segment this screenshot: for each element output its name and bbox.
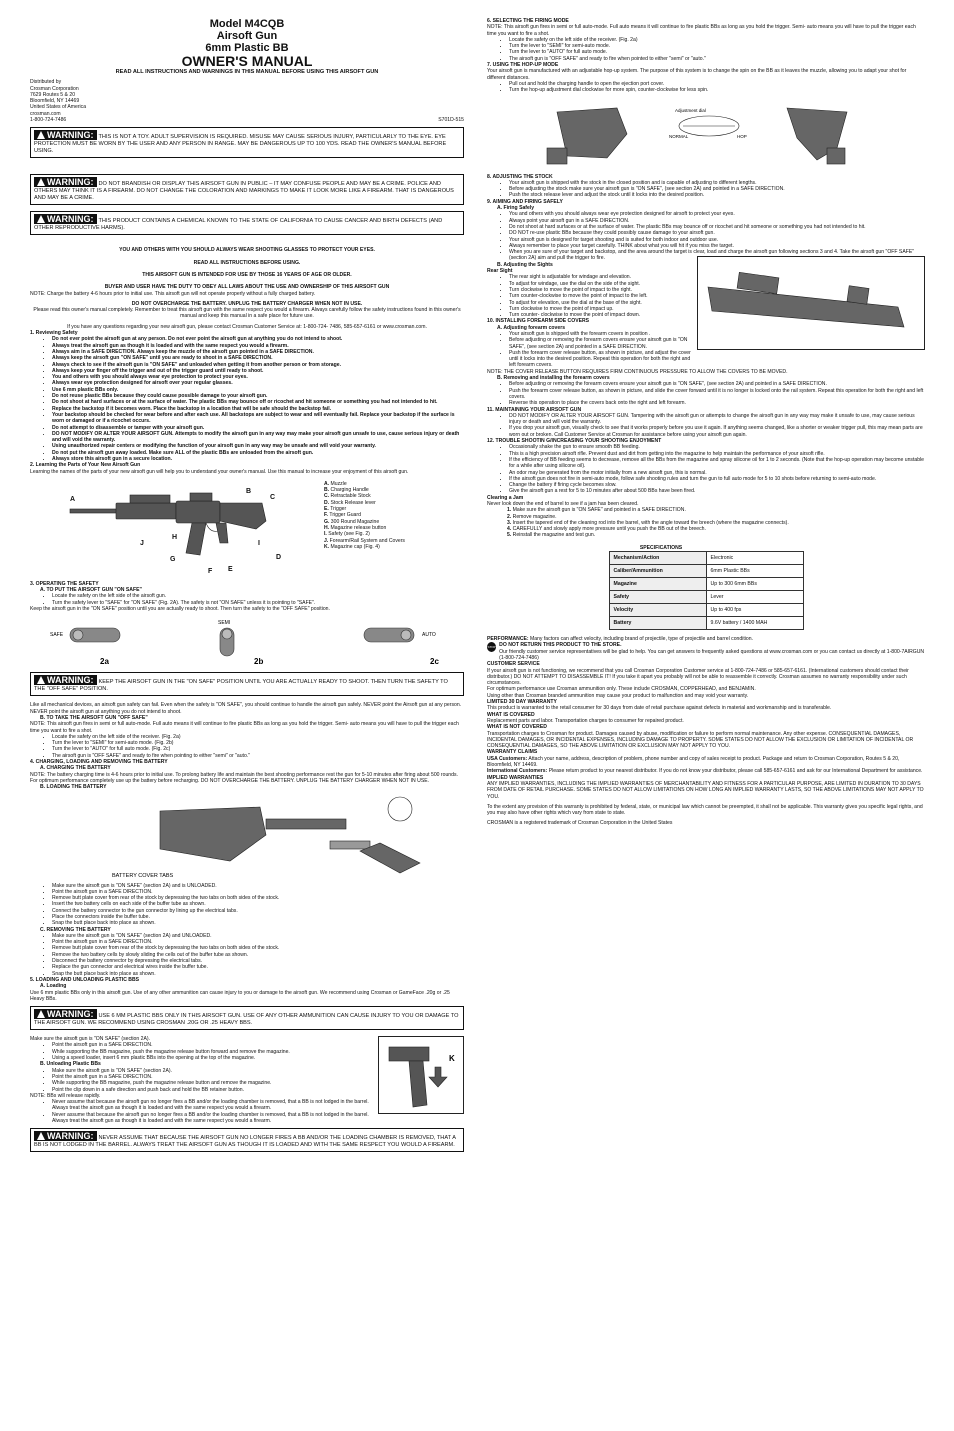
remove-battery-list <box>30 933 464 977</box>
section-5a-title: A. Loading <box>40 983 67 990</box>
spec-row <box>609 591 803 604</box>
section-2-intro: Learning the names of the parts of your new airsoft gun will help you to understand your owner's manual. Use this manual to increase your enjoyment of this airsoft gun. <box>30 468 409 475</box>
list-item: • DO NOT re-use plastic BBs because they could possibly cause damage to your airsoft gun. <box>509 230 925 236</box>
list-item: • Turn the hop-up adjustment dial clockwise for more spin, counter-clockwise for less spin. <box>509 87 925 93</box>
doc-code: S701D-515 <box>438 117 464 124</box>
warning-label: WARNING: <box>34 675 97 685</box>
forearm-adjust-list <box>487 331 692 369</box>
magazine-image <box>379 1037 463 1113</box>
section-3-title: 3. OPERATING THE SAFETY <box>30 580 99 587</box>
part-letter-a: A <box>70 495 76 503</box>
do-not-return: DO NOT RETURN THIS PRODUCT TO THE STORE. <box>499 642 622 649</box>
adjustment-dial-label: Adjustment dial <box>675 107 706 113</box>
performance-text: PERFORMANCE: Many factors can affect velocity, including brand of projectile, type of projectile and barrel condition. <box>487 636 753 643</box>
list-item: • The airsoft gun is "OFF SAFE" and ready to fire when pointing to either "semi" or "auto." <box>52 753 464 759</box>
overcharge-notice: DO NOT OVERCHARGE THE BATTERY. UNPLUG THE BATTERY CHARGER WHEN NOT IN USE. <box>131 300 363 307</box>
section-7-title: 7. USING THE HOP-UP MODE <box>487 62 559 69</box>
label-auto: AUTO <box>422 632 436 639</box>
section-4c-title: C. REMOVING THE BATTERY <box>40 926 111 933</box>
list-item: • Push the forearm cover release button, as shown in picture, and slide the cover forward until it is no longer is locked onto the rail system. Repeat this operation for both the right and left covers. <box>509 388 925 401</box>
warning-label: WARNING: <box>34 1009 97 1019</box>
read-manual-text: Please read this owner's manual completely. Remember to treat this airsoft gun with the same respect you would a firearm. Always carefully follow the safety instructions found in this owner's manual and keep this manual in a safe place for future use. <box>33 307 461 320</box>
spec-row <box>609 617 803 630</box>
section-4a-note: NOTE: The battery charging time is 4-6 hours prior to initial use. To prolong battery life and maintain the best shooting performance rest the gun for 5-10 minutes after firing about 500 rounds. For optimum performance completely use up the battery before recharging. DO NOT OVERCHARGE THE BATTERY. UNPLUG THE BATTERY CHARGER WHEN NOT IN USE. <box>30 771 458 784</box>
list-item: • Push the stock release lever and adjust the stock until it locks into the desired position. <box>509 192 925 198</box>
list-item: • Do not reuse plastic BBs because they could cause possible damage to your airsoft gun. <box>52 393 464 399</box>
list-item: • You and others with you should always wear eye protection designed for airsoft to protect your eyes. <box>509 211 925 217</box>
spec-value: Up to 300 6mm BBs <box>706 578 803 591</box>
hop-up-figure <box>487 98 925 170</box>
section-3b-note: NOTE: This airsoft gun fires in semi or full auto-mode. Full auto means it will continue to fire plastic BBs as long as you hold the trigger. Semi- auto means you will have to pull the trigger each time you want to fire a shot. <box>30 721 459 734</box>
section-9b-title: B. Adjusting the Sights <box>497 261 553 268</box>
list-item: • Remove butt plate cover from rear of the stock by depressing the two tabs on both sides of the stock. <box>52 945 464 951</box>
specifications-title: SPECIFICATIONS <box>639 544 683 551</box>
section-6-note: NOTE: This airsoft gun fires in semi or full auto-mode. Full auto means it will continue to fire plastic BBs as long as you hold the trigger. Semi- auto means you will have to pull the trigger each time you want to fire a shot. <box>487 24 916 37</box>
list-item: • Pull out and hold the charging handle to open the ejection port cover. <box>509 81 925 87</box>
distributor-line: 7629 Routes 5 & 20 <box>30 91 76 98</box>
label-2c: 2c <box>430 657 439 667</box>
list-item: • If the airsoft gun does not fire in semi-auto mode, follow safe shooting rules and turn the gun to full auto mode for 5 to 10 shots before returning to semi-auto mode. <box>509 476 925 482</box>
warning-label: WARNING: <box>34 1131 97 1141</box>
trademark-text: CROSMAN is a registered trademark of Crosman Corporation in the United States <box>487 820 673 827</box>
list-item: • Change the battery if firing cycle becomes slow. <box>509 482 925 488</box>
spec-row <box>609 578 803 591</box>
gun-parts-figure <box>30 481 290 577</box>
distributor-line: Bloomfield, NY 14469 <box>30 98 80 105</box>
section-1-title: 1. Reviewing Safety <box>30 330 78 337</box>
list-item: • Always remember to place your target carefully. THINK about what you will hit if you miss the target. <box>509 243 925 249</box>
spec-row <box>609 552 803 565</box>
label-2a: 2a <box>100 657 109 667</box>
list-item: • Always aim in a SAFE DIRECTION. Always keep the muzzle of the airsoft gun pointed in a SAFE DIRECTION. <box>52 349 464 355</box>
part-letter-g: G <box>170 555 176 563</box>
list-item: • Reverse this operation to place the covers back onto the right and left forearm. <box>509 400 925 406</box>
list-item: • Do not ever point the airsoft gun at any person. Do not ever point the airsoft gun at anything you do not intend to shoot. <box>52 336 464 342</box>
list-item: • Always wear eye protection designed for airsoft over your regular glasses. <box>52 380 464 386</box>
list-item: • While supporting the BB magazine, push the magazine release button forward and remove the magazine. <box>52 1049 375 1055</box>
extent-text: To the extent any provision of this warranty is prohibited by federal, state, or municipal law which cannot be preempted, it shall not be applicable. This warranty gives you specific legal rights, and you may also have other rights which vary from state to state. <box>487 803 923 817</box>
list-item: • While supporting the BB magazine, push the magazine release button and remove the magazine. <box>52 1080 375 1086</box>
list-item: • Make sure the airsoft gun is "ON SAFE" (section 2A) and UNLOADED. <box>52 933 464 939</box>
magazine-figure <box>378 1036 464 1114</box>
list-item: • Do not shoot at hard surfaces or at the surface of water. The plastic BBs may bounce off or ricochet and hit someone or something you had not intended to hit. <box>509 224 925 230</box>
customer-service-text-2: For optimum performance use Crosman ammunition only. These include CROSMAN, COPPERHEAD, and BENJAMIN. <box>487 686 756 693</box>
stop-icon: STOP <box>487 642 496 652</box>
list-item: • Locate the safety on the left side of the airsoft gun. <box>52 593 464 599</box>
warning-triangle-icon <box>37 178 45 186</box>
list-item: • Before adjusting the stock make sure your airsoft gun is "ON SAFE", (see section 2A) and pointed in a SAFE DIRECTION. <box>509 186 925 192</box>
part-legend-item: C. Retractable Stock <box>324 493 371 500</box>
what-not-covered-text: Transportation charges to Crosman for product. Damages caused by abuse, modification or failure to perform normal maintenance. Any other expense. CONSEQUENTIAL DAMAGES, INCIDENTAL DAMAGES, OR INCIDENTAL EXPENSES, INCLUDING DAMAGE TO PROPERTY. SOME STATES DO NOT ALLOW THE EXCLUSION OR LIMITATION OF INCIDENTAL OR CONSEQUENTIAL DAMAGES, SO THE ABOVE LIMITATION OR EXCLUSION MAY NOT APPLY TO YOU. <box>487 730 914 750</box>
warning-triangle-icon <box>37 131 45 139</box>
list-item: • Using a speed loader, insert 6 mm plastic BBs into the opening at the top of the magazine. <box>52 1055 375 1061</box>
battery-figure <box>30 791 464 883</box>
part-letter-j: J <box>140 539 144 547</box>
list-item: • Do not put the airsoft gun away loaded. Make sure ALL of the plastic BBs are unloaded from the airsoft gun. <box>52 450 464 456</box>
safety-fail-text: Like all mechanical devices, an airsoft gun safety can fail. Even when the safety is "ON SAFE", you should continue to handle the airsoft gun safely. NEVER point the Airsoft gun at any person. NEVER point the airsoft gun at anything you do not intend to shoot. <box>30 702 462 715</box>
sights-row <box>487 268 925 369</box>
list-item: • Give the airsoft gun a rest for 5 to 10 minutes after about 500 BBs have been fired. <box>509 488 925 494</box>
list-item: • Before adjusting or removing the forearm covers ensure your airsoft gun is "ON SAFE", (see section 2A) and pointed in a SAFE DIRECTION. <box>509 381 925 387</box>
list-item: • Point the clip down in a safe direction and push back and hold the BB retainer button. <box>52 1087 375 1093</box>
part-letter-e: E <box>228 565 233 573</box>
load-battery-list <box>30 883 464 927</box>
jam-steps-list <box>487 507 925 538</box>
laws-notice: BUYER AND USER HAVE THE DUTY TO OBEY ALL LAWS ABOUT THE USE AND OWNERSHIP OF THIS AIRSOFT GUN <box>104 284 390 291</box>
questions-text: If you have any questions regarding your new airsoft gun, please contact Crosman Customer Service at: 1-800-724- 7486, 585-657-6161 or www.crosman.com. <box>67 323 427 330</box>
list-item: • Turn counter- clockwise to move the point of impact down. <box>509 312 692 318</box>
section-9-title: 9. AIMING AND FIRING SAFELY <box>487 198 563 205</box>
list-item: • Never assume that because the airsoft gun no longer fires a BB and/or the loading chamber is removed, that a BB is not lodged in the barrel. Always treat the airsoft gun as though it is loaded and with the same respect you would a firearm. <box>52 1112 375 1125</box>
distributor-line: United States of America <box>30 104 87 111</box>
section-8-title: 8. ADJUSTING THE STOCK <box>487 173 553 180</box>
age-notice: THIS AIRSOFT GUN IS INTENDED FOR USE BY THOSE 16 YEARS OF AGE OR OLDER. <box>142 271 352 278</box>
section-10a-title: A. Adjusting forearm covers <box>497 324 566 331</box>
list-item: • If the efficiency of BB feeding seems to decrease, remove all the BBs from the magazine and spray silicone oil for 1 to 2 seconds. (Note that the hop-up operation may become unstable for a while after using silicone oil). <box>509 457 925 470</box>
list-item: • Replace the backstop if it becomes worn. Place the backstop in a location that will be safe should the backstop fail. <box>52 406 464 412</box>
intl-customers-text: International Customers: Please return product to your nearest distributor. If you do not know your distributor, please call 585-657-6161 and ask for our International Department for assistance. <box>487 768 923 775</box>
spec-key: Velocity <box>609 604 706 617</box>
part-legend-item: D. Stock Release lever <box>324 499 376 506</box>
part-legend-item: B. Charging Handle <box>324 487 369 494</box>
spec-row <box>609 604 803 617</box>
list-item: • Always keep the airsoft gun "ON SAFE" until you are ready to shoot in a SAFE DIRECTION. <box>52 355 464 361</box>
list-item: • Always treat the airsoft gun as though it is loaded and with the same respect you would a firearm. <box>52 343 464 349</box>
normal-label: NORMAL <box>669 133 689 139</box>
safety-on-list <box>30 593 464 606</box>
distributor-line: Distributed by <box>30 79 62 86</box>
warning-triangle-icon <box>37 676 45 684</box>
list-item: • An odor may be generated from the motor initially from a new airsoft gun, this is normal. <box>509 470 925 476</box>
warning-triangle-icon <box>37 215 45 223</box>
list-item: • The airsoft gun is "OFF SAFE" and ready to fire when pointed to either "semi" or "auto." <box>509 56 925 62</box>
hop-label: HOP <box>737 133 747 139</box>
rear-sight-label: Rear Sight <box>487 268 513 275</box>
distributor-line: 1-800-724-7486 <box>30 117 67 124</box>
distributor-line: Crosman Corporation <box>30 85 79 92</box>
list-item: • Do not shoot at hard surfaces or at the surface of water. The plastic BBs may bounce off or ricochet and hit someone or something you had not intended to hit. <box>52 399 464 405</box>
section-3b-title: B. TO TAKE THE AIRSOFT GUN "OFF SAFE" <box>40 714 148 721</box>
maintenance-list <box>487 413 925 438</box>
list-item: • Always check to see if the airsoft gun is "ON SAFE" and unloaded when getting it from another person or from storage. <box>52 362 464 368</box>
list-item: • You and others with you should always wear eye protection to protect your eyes. <box>52 374 464 380</box>
part-legend-item: F. Trigger Guard <box>324 512 361 519</box>
list-item: • Your backstop should be checked for wear before and after each use. All backstops are subject to wear and will eventually fail. Replace your backstop if the surface is worn or damaged or if a ricochet occurs. <box>52 412 464 425</box>
left-column <box>30 18 464 1158</box>
fig-2c <box>334 618 464 668</box>
gun-title: Airsoft Gun <box>216 30 278 42</box>
spec-key: Magazine <box>609 578 706 591</box>
warning-label: WARNING: <box>34 177 97 187</box>
list-item: • Make sure the airsoft gun is "ON SAFE" (section 2A) and is UNLOADED. <box>52 883 464 889</box>
list-item: • Your airsoft gun is shipped with the stock in the closed position and is capable of adjusting to different lengths. <box>509 180 925 186</box>
glasses-notice: YOU AND OTHERS WITH YOU SHOULD ALWAYS WEAR SHOOTING GLASSES TO PROTECT YOUR EYES. <box>119 247 375 254</box>
part-legend-item: G. 300 Round Magazine <box>324 518 380 525</box>
list-item: • Turn the lever to "SEMI" for semi-auto mode. <box>509 43 925 49</box>
list-item: • Point the airsoft gun in a SAFE DIRECTION. <box>52 1074 375 1080</box>
loading-section-row <box>30 1036 464 1124</box>
hop-up-list <box>487 81 925 94</box>
section-10-title: 10. INSTALLING FOREARM SIDE COVERS <box>487 318 590 325</box>
list-item: • Never assume that because the airsoft gun no longer fires a BB and/or the loading chamber is removed, that a BB is not lodged in the barrel. Always treat the airsoft gun as though it is loaded and with the same respect you would a firearm. <box>52 1099 375 1112</box>
safety-figures <box>30 618 464 668</box>
jam-step: 2. Remove magazine. <box>507 513 557 520</box>
rear-sight-figure <box>697 256 925 350</box>
distributor-block <box>30 79 464 123</box>
what-covered-text: Replacement parts and labor. Transportation charges to consumer for repaired product. <box>487 717 684 724</box>
section-4a-title: A. CHARGING THE BATTERY <box>40 765 111 772</box>
part-legend-item: A. Muzzle <box>324 480 347 487</box>
spec-key: Safety <box>609 591 706 604</box>
list-item: • Make sure the airsoft gun is "ON SAFE" (section 2A). <box>52 1068 375 1074</box>
bb-title: 6mm Plastic BB <box>205 42 289 54</box>
warning-triangle-icon <box>37 1010 45 1018</box>
implied-warranties-title: IMPLIED WARRANTIES <box>487 774 544 781</box>
limited-warranty-text: This product is warranted to the retail consumer for 30 days from date of retail purchase against defects in material and workmanship and is transferable. <box>487 705 832 712</box>
list-item: • To adjust for elevation, use the dial at the base of the sight. <box>509 300 692 306</box>
parts-figure-row <box>30 481 464 577</box>
never-assume-list <box>30 1099 375 1124</box>
part-letter-i: I <box>258 539 260 547</box>
keep-on-safe-text: Keep the airsoft gun in the "ON SAFE" position until you are actually ready to shoot. Then turn the safety to the "OFF SAFE" position. <box>30 606 330 613</box>
limited-warranty-title: LIMITED 30 DAY WARRANTY <box>487 699 557 706</box>
part-letter-d: D <box>276 553 282 561</box>
list-item: • The rear sight is adjustable for windage and elevation. <box>509 274 692 280</box>
section-5a-text: Use 6 mm plastic BBs only in this airsoft gun. Use of any other ammunition can cause injury to you or damage to the airsoft gun. We recommend using Crosman or GameFace .20g or .25 Heavy BBs. <box>30 989 450 1002</box>
list-item: • Before adjusting or removing the forearm covers ensure your airsoft gun is "ON SAFE", (see section 2A) and pointed in a SAFE DIRECTION. <box>509 337 692 350</box>
unloading-list <box>30 1068 375 1093</box>
battery-cover-tabs-label: BATTERY COVER TABS <box>112 872 174 879</box>
list-item: • Insert the two battery cells on each side of the buffer tube as shown. <box>52 901 464 907</box>
list-item: • Turn clockwise to move the point of impact up. <box>509 306 692 312</box>
gun-side-view-image <box>30 481 290 577</box>
list-item: • Point the airsoft gun in a SAFE DIRECTION. <box>52 889 464 895</box>
list-item: • Point the airsoft gun in a SAFE DIRECTION. <box>52 939 464 945</box>
list-item: • Do not attempt to disassemble or tamper with your airsoft gun. <box>52 425 464 431</box>
spec-value: Up to 400 fps <box>706 604 803 617</box>
section-5-title: 5. LOADING AND UNLOADING PLASTIC BBS <box>30 976 140 983</box>
warning-box-6: WARNING: NEVER ASSUME THAT BECAUSE THE AIRSOFT GUN NO LONGER FIRES A BB AND/OR THE LOADING CHAMBER IS REMOVED, THAT A BB IS NOT LODGED IN THE BARREL. ALWAYS TREAT THE AIRSOFT GUN AS THOUGH IT IS LOADED AND WITH THE SAME RESPECT YOU WOULD A FIREARM. <box>30 1128 464 1152</box>
spec-key: Caliber/Ammunition <box>609 565 706 578</box>
warning-triangle-icon <box>37 1132 45 1140</box>
clearing-jam-title: Clearing a Jam <box>487 494 524 501</box>
part-letter-h: H <box>172 533 178 541</box>
firing-mode-list <box>487 37 925 62</box>
section-6-title: 6. SELECTING THE FIRING MODE <box>487 18 569 24</box>
loading-list <box>30 1042 375 1061</box>
list-item: • DO NOT MODIFY OR ALTER YOUR AIRSOFT GUN. Tampering with the airsoft gun or attempts to change the airsoft gun in any way may make it unsafe to use, may cause serious injury or death and will void the warranty. <box>509 413 925 426</box>
spec-value: 9.6V battery / 1400 MAH <box>706 617 803 630</box>
section-9a-title: A. Firing Safely <box>497 205 535 212</box>
list-item: • This is a high precision airsoft rifle. Prevent dust and dirt from getting into the magazine to help maintain the performance of your airsoft rifle. <box>509 451 925 457</box>
list-item: • Point the airsoft gun in a SAFE DIRECTION. <box>52 1042 375 1048</box>
right-column <box>487 18 925 827</box>
detail-circle <box>388 797 412 821</box>
warning-box-2: WARNING: DO NOT BRANDISH OR DISPLAY THIS AIRSOFT GUN IN PUBLIC – IT MAY CONFUSE PEOPLE AND MAY BE A CRIME. POLICE AND OTHERS MAY THINK IT IS A FIREARM. DO NOT CHANGE THE COLORATION AND MARKINGS TO MAKE IT LOOK MORE LIKE A FIREARM. THAT IS DANGEROUS AND MAY BE A CRIME. <box>30 174 464 205</box>
what-covered-title: WHAT IS COVERED <box>487 711 535 718</box>
warning-box-3: WARNING: THIS PRODUCT CONTAINS A CHEMICAL KNOWN TO THE STATE OF CALIFORNIA TO CAUSE CANCER AND BIRTH DEFECTS (AND OTHER REPRODUCTIVE HARMS). <box>30 211 464 235</box>
read-all-notice: READ ALL INSTRUCTIONS AND WARNINGS IN THIS MANUAL BEFORE USING THIS AIRSOFT GUN <box>115 69 379 75</box>
jam-step: 4. CAREFULLY and slowly apply more pressure until you push the BB out of the breech. <box>507 526 706 533</box>
list-item: • If you drop your airsoft gun, visually check to see that it works properly before you use it again. If anything seems changed, like a shorter or weaker trigger pull, this may mean parts are worn out or broken. Call Customer Service at Crosman for assistance before using your airsoft gun again. <box>509 425 925 438</box>
spec-value: Electronic <box>706 552 803 565</box>
section-4-title: 4. CHARGING, LOADING AND REMOVING THE BATTERY <box>30 759 168 766</box>
troubleshooting-list <box>487 444 925 494</box>
section-10b-title: B. Removing and installing the forearm covers <box>497 375 610 382</box>
list-item: • Remove butt plate cover from rear of the stock by depressing the two tabs on both sides of the stock. <box>52 895 464 901</box>
forearm-remove-list <box>487 381 925 406</box>
warning-label: WARNING: <box>34 214 97 224</box>
spec-key: Battery <box>609 617 706 630</box>
part-letter-b: B <box>246 487 252 495</box>
manual-title: OWNER'S MANUAL <box>181 53 313 69</box>
part-legend-item: J. Forearm/Rail System and Covers <box>324 537 405 544</box>
warning-box-5: WARNING: USE 6 MM PLASTIC BBS ONLY IN THIS AIRSOFT GUN. USE OF ANY OTHER AMMUNITION CAN CAUSE INJURY TO YOU OR DAMAGE TO THE AIRSOFT GUN. WE RECOMMEND USING CROSMAN .20G OR .25 HEAVY BBS. <box>30 1006 464 1030</box>
stop-block <box>487 642 925 661</box>
list-item: • Locate the safety on the left side of the receiver. (Fig. 2a) <box>52 734 464 740</box>
list-item: • Use 6 mm plastic BBs only. <box>52 387 464 393</box>
sights-list <box>487 274 692 318</box>
spec-value: Lever <box>706 591 803 604</box>
clearing-jam-intro: Never look down the end of barrel to see if a jam has been cleared. <box>487 501 639 507</box>
warning-label: WARNING: <box>34 130 97 140</box>
part-legend-item: E. Trigger <box>324 506 347 513</box>
specifications-table <box>609 551 804 630</box>
part-letter-f: F <box>208 567 213 575</box>
warning-box-4: WARNING: KEEP THE AIRSOFT GUN IN THE "ON SAFE" POSITION UNTIL YOU ARE ACTUALLY READY TO SHOOT. THEN TURN THE SAFETY TO THE "OFF SAFE" POSITION. <box>30 672 464 696</box>
list-item: • Locate the safety on the left side of the receiver. (Fig. 2a) <box>509 37 925 43</box>
list-item: • Your airsoft gun is shipped with the forearm covers in position . <box>509 331 692 337</box>
parts-legend <box>324 481 464 577</box>
jam-step: 5. Reinstall the magazine and test gun. <box>507 532 596 539</box>
list-item: • DO NOT MODIFY OR ALTER YOUR AIRSOFT GUN. Attempts to modify the airsoft gun in any way may make your airsoft gun unsafe to use, cause serious injury or death and will void the warranty. <box>52 431 464 444</box>
list-item: • Your airsoft gun is designed for target shooting and is suited for both indoor and outdoor use. <box>509 237 925 243</box>
list-item: • Disconnect the battery connector by depressing the electrical tabs. <box>52 958 464 964</box>
list-item: • Turn counter-clockwise to move the point of impact to the left. <box>509 293 692 299</box>
list-item: • Push the forearm cover release button, as shown in picture, and adjust the cover until it locks into the desired position. Repeat this operation for both the right and left forearm covers. <box>509 350 692 369</box>
section-4b-title: B. LOADING THE BATTERY <box>40 784 107 791</box>
jam-step: 1. Make sure the airsoft gun is "ON SAFE" and pointed in a SAFE DIRECTION. <box>507 507 686 514</box>
section-7-text: Your airsoft gun is manufactured with an adjustable hop-up system. The purpose of this system is to change the spin on the BB as it leaves the muzzle, allowing you to adapt your shot for different distances. <box>487 68 907 81</box>
list-item: • Turn the lever to "AUTO" for full auto mode. (Fig. 2c) <box>52 746 464 752</box>
label-2b: 2b <box>254 657 264 667</box>
what-not-covered-title: WHAT IS NOT COVERED <box>487 724 547 731</box>
list-item: • Connect the battery connector to the gun connector by lining up the electrical tabs. <box>52 908 464 914</box>
part-legend-item: K. Magazine cap (Fig. 4) <box>324 543 380 550</box>
list-item: • Snap the butt place back into place as shown. <box>52 971 464 977</box>
list-item: • Place the connectors inside the buffer tube. <box>52 914 464 920</box>
list-item: • Remove the two battery cells by slowly sliding the cells out of the buffer tube as shown. <box>52 952 464 958</box>
stock-battery-image <box>30 791 464 883</box>
list-item: • Turn the lever to "SEMI" for semi-auto mode. (Fig. 2b) <box>52 740 464 746</box>
part-legend-item: H. Magazine release button <box>324 524 387 531</box>
warning-box-1: WARNING: THIS IS NOT A TOY. ADULT SUPERVISION IS REQUIRED. MISUSE MAY CAUSE SERIOUS INJURY, PARTICULARLY TO THE EYE. EYE PROTECTION MUST BE WORN BY THE USER AND ANY PERSON IN RANGE. MAY BE DANGEROUS UP TO 100 YDS. READ THE OWNER'S MANUAL BEFORE USING. <box>30 127 464 158</box>
list-item: • To adjust for windage, use the dial on the side of the sight. <box>509 281 692 287</box>
list-item: • Occasionally shake the gun to ensure smooth BB feeding. <box>509 444 925 450</box>
section-2-title: 2. Learning the Parts of Your New Airsoft Gun <box>30 462 141 469</box>
fig-2a <box>30 618 160 668</box>
section-5b-title: B. Unloading Plastic BBs <box>40 1061 101 1068</box>
read-instructions-notice: READ ALL INSTRUCTIONS BEFORE USING. <box>193 259 301 266</box>
magazine-cap-letter: K <box>449 1054 455 1064</box>
list-item: • Turn the safety lever to "SAFE" for "ON SAFE" (Fig. 2A). The safety is not "ON SAFE" unless it is pointing to "SAFE". <box>52 600 464 606</box>
list-item: • Turn the lever to "AUTO" for full auto mode. <box>509 49 925 55</box>
stock-list <box>487 180 925 199</box>
customer-service-text: If your airsoft gun is not functioning, we recommend that you call Crosman Corporation Customer service at 1-800-724-7486 or 585-657-6161. (International customers should contact their distributor.) DO NOT ATTEMPT TO DISASSEMBLE IT! If you take it apart you probably will not be able to reassemble it correctly. Crosman assumes no warranty responsibility under such circumstances. <box>487 667 909 687</box>
rear-sight-image <box>698 257 924 349</box>
usa-customers-text: USA Customers: Attach your name, address, description of problem, phone number and copy of sales receipt to product. Package and return to Crosman Corporation, Routes 5 & 20, Bloomfield, NY 14469. <box>487 755 900 769</box>
make-sure-text: Make sure the airsoft gun is "ON SAFE" (section 2A). <box>30 1036 150 1043</box>
list-item: • Replace the gun connector and electrical wires inside the buffer tube. <box>52 964 464 970</box>
section-12-title: 12. TROUBLE SHOOTIN G/INCREASING YOUR SHOOTING ENJOYMENT <box>487 438 662 445</box>
spec-row <box>609 565 803 578</box>
cover-release-note: NOTE: THE COVER RELEASE BUTTON REQUIRES FIRM CONTINUOUS PRESSURE TO ALLOW THE COVERS TO BE MOVED. <box>487 368 788 375</box>
spec-value: 6mm Plastic BBs <box>706 565 803 578</box>
friendly-text: Our friendly customer service representatives will be glad to help. You can get answers to frequently asked questions at www.crosman.com or you can contact us directly at 1-800-7AIRGUN (1-800-724-7486) <box>499 648 925 661</box>
section-3a-title: A. TO PUT THE AIRSOFT GUN "ON SAFE" <box>40 587 142 594</box>
list-item: • When you are sure of your target and backstop, and the area around the target is clear, load and charge the airsoft gun following sections 3 and 4. Take the airsoft gun "OFF SAFE" (section 2A) aim and pull the trigger to fire. <box>509 249 925 262</box>
firing-safely-list <box>487 211 925 261</box>
list-item: • Using unauthorized repair centers or modifying the function of your airsoft gun in any way may be unsafe and will void your warranty. <box>52 443 464 449</box>
customer-service-text-3: Using other than Crosman branded ammunition may cause your product to malfunction and may void your warranty. <box>487 692 749 699</box>
list-item: • Turn clockwise to move the point of impact to the right. <box>509 287 692 293</box>
spec-key: Mechanism/Action <box>609 552 706 565</box>
distributor-address <box>30 79 86 123</box>
safety-off-list <box>30 734 464 759</box>
implied-warranties-text: ANY IMPLIED WARRANTIES, INCLUDING THE IMPLIED WARRANTIES OF MERCHANTABILITY AND FITNESS FOR A PARTICULAR PURPOSE, ARE LIMITED IN DURATION TO 30 DAYS FROM DATE OF RETAIL PURCHASE. SOME STATES DO NOT ALLOW LIMITATIONS ON HOW LONG AN IMPLIED WARRANTY LASTS, SO THE ABOVE LIMITATIONS MAY NOT APPLY TO YOU. <box>487 780 924 800</box>
warranty-claims-title: WARRANTY CLAIMS <box>487 749 538 756</box>
hop-up-image <box>487 98 925 170</box>
label-safe: SAFE <box>50 632 64 639</box>
part-letter-c: C <box>270 493 276 501</box>
fig-2b <box>182 618 312 668</box>
part-legend-item: I. Safety (see Fig. 2) <box>324 531 370 538</box>
release-note: NOTE: BBs will release rapidly. <box>30 1092 101 1099</box>
safety-rules-list <box>30 336 464 462</box>
list-item: • Always keep your finger off the trigger and out of the trigger guard until ready to shoot. <box>52 368 464 374</box>
list-item: • Always store this airsoft gun in a secure location. <box>52 456 464 462</box>
list-item: • Snap the butt place back into place as shown. <box>52 920 464 926</box>
jam-step: 3. Insert the tapered end of the cleaning rod into the barrel, with the angle toward the breech (where the magazine connects). <box>507 519 789 526</box>
customer-service-title: CUSTOMER SERVICE <box>487 661 540 668</box>
section-11-title: 11. MAINTAINING YOUR AIRSOFT GUN <box>487 406 582 413</box>
model-title: Model M4CQB <box>209 18 285 30</box>
charge-note: NOTE: Charge the battery 4-6 hours prior to initial use. This airsoft gun will not operate properly without a fully charged battery. <box>30 290 316 297</box>
distributor-line: crosman.com <box>30 110 61 117</box>
list-item: • Always point your airsoft gun in a SAFE DIRECTION. <box>509 218 925 224</box>
label-semi: SEMI <box>218 620 231 627</box>
